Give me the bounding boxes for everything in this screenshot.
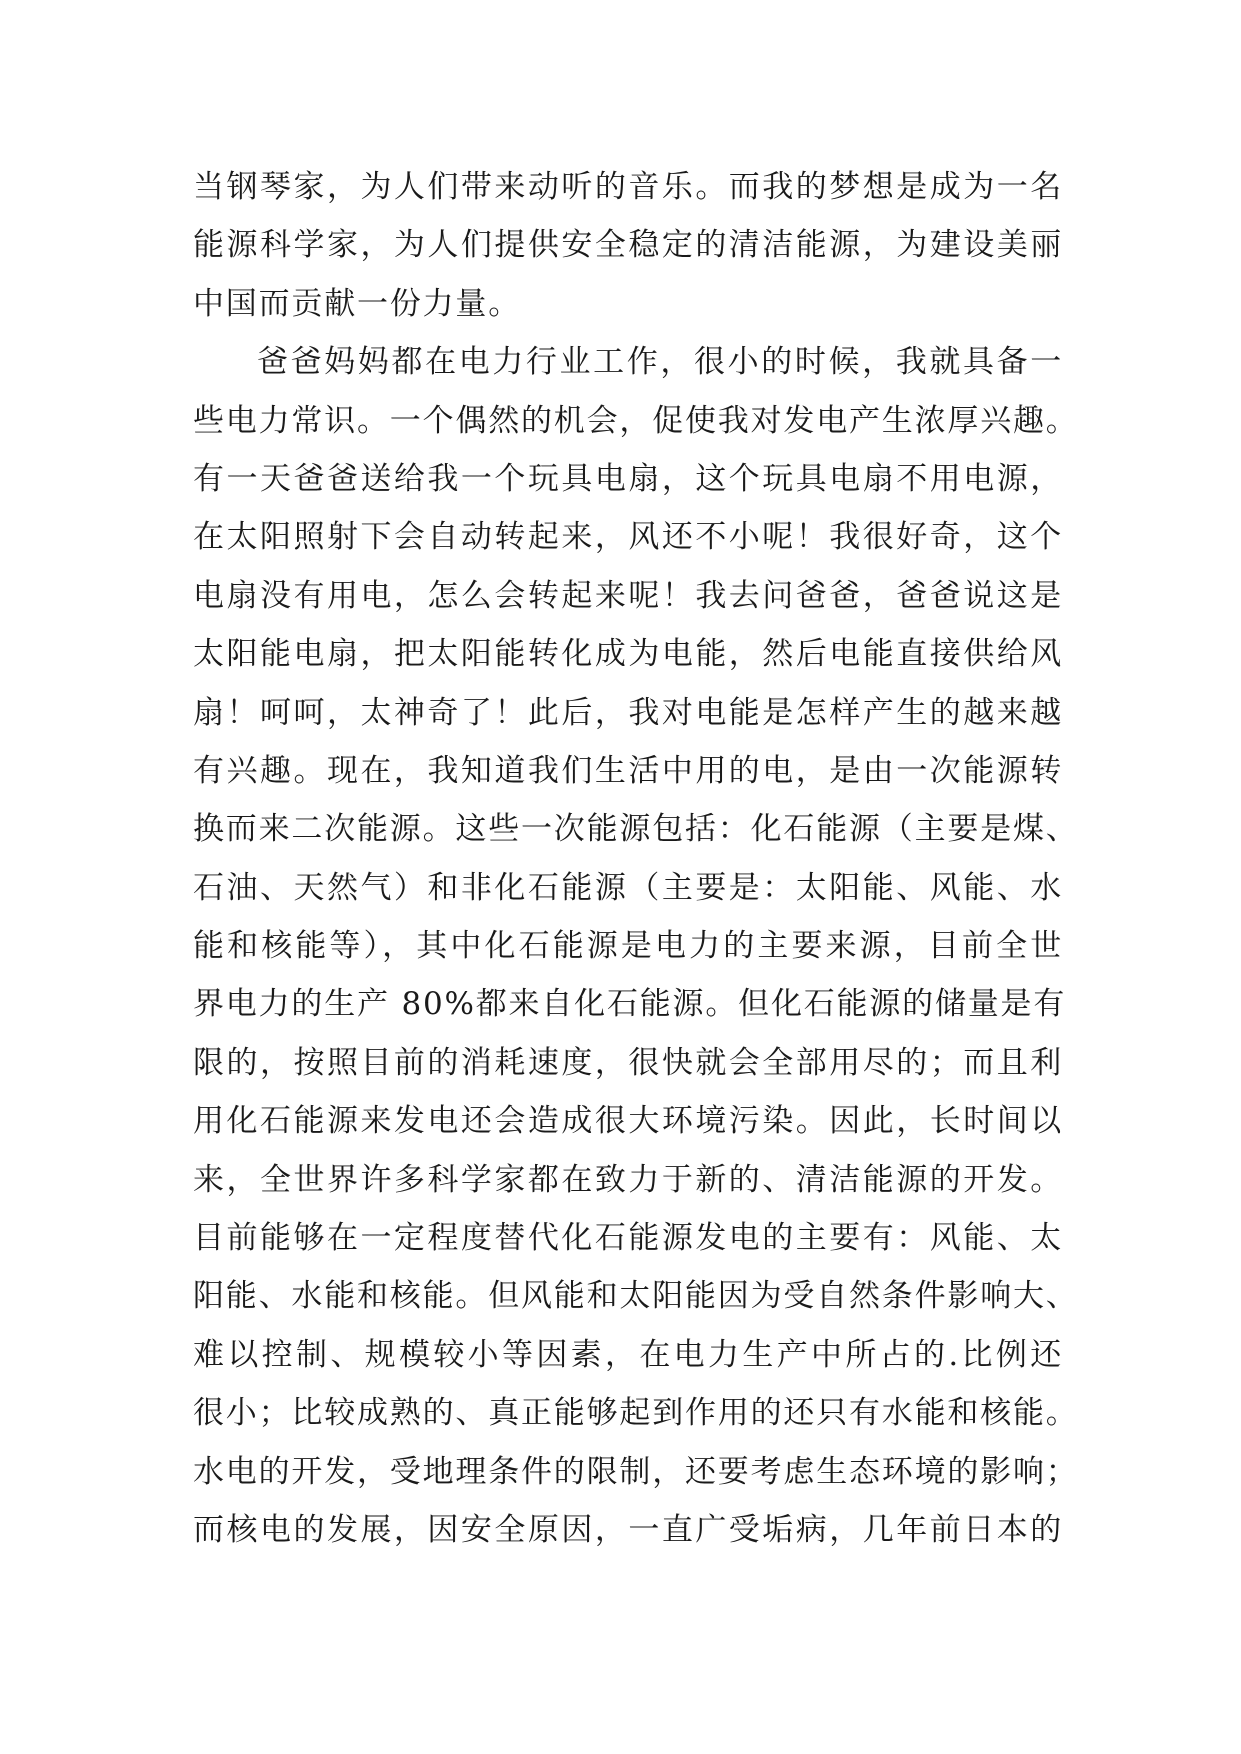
text-line: 而核电的发展，因安全原因，一直广受垢病，几年前日本的: [193, 1511, 1063, 1548]
text-line: 换而来二次能源。这些一次能源包括：化石能源（主要是煤、: [193, 811, 1079, 848]
text-line: 当钢琴家，为人们带来动听的音乐。而我的梦想是成为一名: [193, 169, 1063, 205]
text-line: 中国而贡献一份力量。: [193, 285, 521, 322]
text-line: 些电力常识。一个偶然的机会，促使我对发电产生浓厚兴趣。: [193, 402, 1079, 439]
body-text: [193, 158, 1079, 1559]
text-line: 来，全世界许多科学家都在致力于新的、清洁能源的开发。: [193, 1161, 1063, 1198]
text-line: 限的，按照目前的消耗速度，很快就会全部用尽的；而且利: [193, 1044, 1063, 1081]
text-line: 用化石能源来发电还会造成很大环境污染。因此，长时间以: [193, 1103, 1063, 1140]
text-line: 电扇没有用电，怎么会转起来呢！我去问爸爸，爸爸说这是: [193, 577, 1063, 614]
text-line: 石油、天然气）和非化石能源（主要是：太阳能、风能、水: [193, 869, 1063, 906]
text-line: 能和核能等），其中化石能源是电力的主要来源，目前全世: [193, 928, 1063, 965]
text-line: 阳能、水能和核能。但风能和太阳能因为受自然条件影响大、: [193, 1278, 1079, 1315]
text-line: 能源科学家，为人们提供安全稳定的清洁能源，为建设美丽: [193, 227, 1063, 264]
text-line: 太阳能电扇，把太阳能转化成为电能，然后电能直接供给风: [193, 636, 1063, 673]
text-line: 扇！呵呵，太神奇了！此后，我对电能是怎样产生的越来越: [193, 694, 1063, 731]
text-line: 难以控制、规模较小等因素，在电力生产中所占的.比例还: [193, 1336, 1063, 1373]
text-line: 有一天爸爸送给我一个玩具电扇，这个玩具电扇不用电源，: [193, 460, 1063, 497]
text-line: 水电的开发，受地理条件的限制，还要考虑生态环境的影响；: [193, 1453, 1079, 1490]
text-line: 在太阳照射下会自动转起来，风还不小呢！我很好奇，这个: [193, 519, 1063, 556]
text-line: 很小；比较成熟的、真正能够起到作用的还只有水能和核能。: [193, 1395, 1079, 1432]
text-line: 有兴趣。现在，我知道我们生活中用的电，是由一次能源转: [193, 752, 1063, 789]
text-line: 目前能够在一定程度替代化石能源发电的主要有：风能、太: [193, 1220, 1063, 1257]
text-line: 界电力的生产 80%都来自化石能源。但化石能源的储量是有: [193, 986, 1067, 1023]
text-line: 爸爸妈妈都在电力行业工作，很小的时候，我就具备一: [257, 344, 1063, 381]
